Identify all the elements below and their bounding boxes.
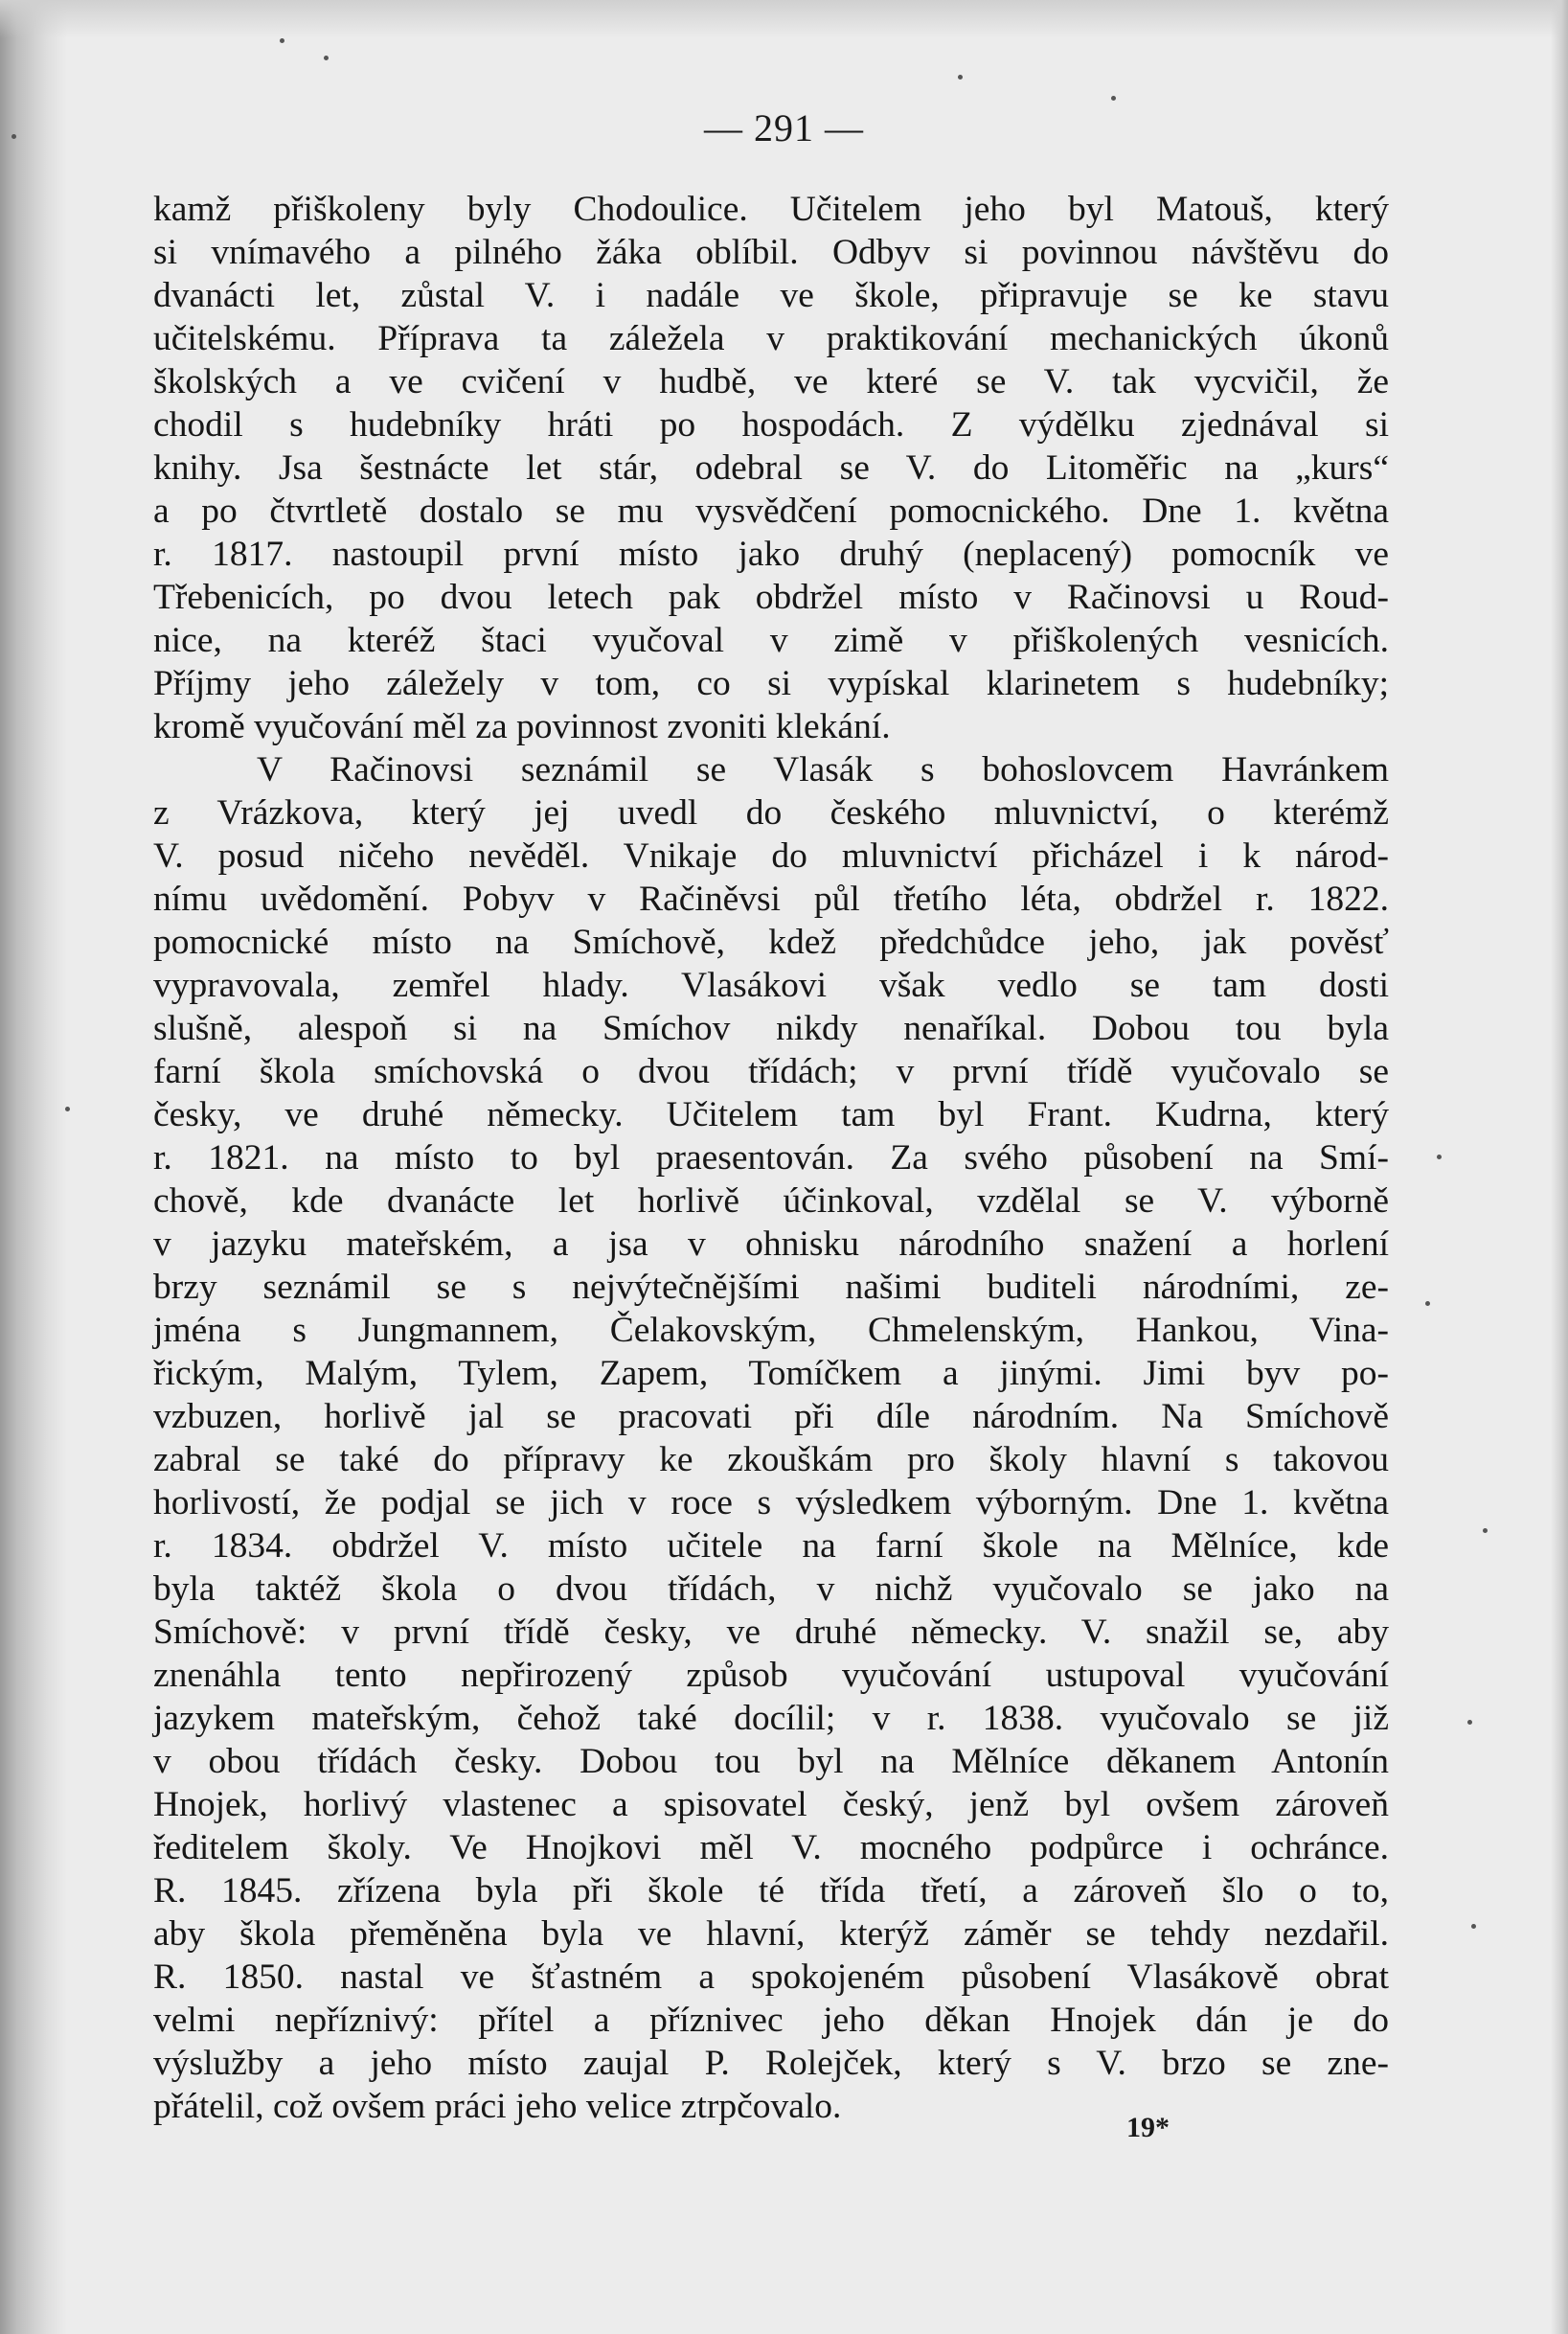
right-edge-shadow xyxy=(1551,0,1568,2334)
text-line: řickým, Malým, Tylem, Zapem, Tomíčkem a jinými. Jimi byv po- xyxy=(153,1354,1389,1393)
text-line: kamž přiškoleny byly Chodoulice. Učitelem jeho byl Matouš, který xyxy=(153,190,1389,229)
text-line: Hnojek, horlivý vlastenec a spisovatel český, jenž byl ovšem zároveň xyxy=(153,1785,1389,1824)
text-line: velmi nepříznivý: přítel a příznivec jeho děkan Hnojek dán je do xyxy=(153,2001,1389,2040)
text-line: aby škola přeměněna byla ve hlavní, kterýž záměr se tehdy nezdařil. xyxy=(153,1914,1389,1954)
print-speck xyxy=(280,38,284,43)
text-line: si vnímavého a pilného žáka oblíbil. Odbyv si povinnou návštěvu do xyxy=(153,233,1389,272)
text-line: R. 1845. zřízena byla při škole té třída třetí, a zároveň šlo o to, xyxy=(153,1871,1389,1911)
text-line: chově, kde dvanácte let horlivě účinkoval, vzdělal se V. výborně xyxy=(153,1181,1389,1221)
page-number: — 291 — xyxy=(704,106,864,149)
print-speck xyxy=(1437,1155,1442,1159)
text-line: pomocnické místo na Smíchově, kdež předchůdce jeho, jak pověsť xyxy=(153,923,1389,962)
print-speck xyxy=(1483,1528,1488,1533)
text-line: vzbuzen, horlivě jal se pracovati při díle národním. Na Smíchově xyxy=(153,1397,1389,1436)
text-line: V. posud ničeho nevěděl. Vnikaje do mluvnictví přicházel i k národ- xyxy=(153,836,1389,876)
text-line: jména s Jungmannem, Čelakovským, Chmelenským, Hankou, Vina- xyxy=(153,1311,1389,1350)
text-line: z Vrázkova, který jej uvedl do českého mluvnictví, o kterémž xyxy=(153,793,1389,833)
print-speck xyxy=(65,1107,70,1111)
text-line: v obou třídách česky. Dobou tou byl na Mělníce děkanem Antonín xyxy=(153,1742,1389,1781)
text-line: výslužby a jeho místo zaujal P. Rolejček, který s V. brzo se zne- xyxy=(153,2044,1389,2083)
text-line: znenáhla tento nepřirozený způsob vyučování ustupoval vyučování xyxy=(153,1656,1389,1695)
text-line: r. 1817. nastoupil první místo jako druhý (neplacený) pomocník ve xyxy=(153,535,1389,574)
text-line: vypravovala, zemřel hlady. Vlasákovi však vedlo se tam dosti xyxy=(153,966,1389,1005)
text-line: byla taktéž škola o dvou třídách, v nichž vyučovalo se jako na xyxy=(153,1569,1389,1609)
text-line: přátelil, což ovšem práci jeho velice ztrpčovalo. xyxy=(153,2087,842,2126)
printer-signature-mark: 19* xyxy=(1126,2112,1170,2143)
print-speck xyxy=(1425,1301,1430,1306)
text-line: dvanácti let, zůstal V. i nadále ve škole, připravuje se ke stavu xyxy=(153,276,1389,315)
text-line: nice, na kteréž štaci vyučoval v zimě v přiškolených vesnicích. xyxy=(153,621,1389,660)
text-line: nímu uvědomění. Pobyv v Račiněvsi půl třetího léta, obdržel r. 1822. xyxy=(153,880,1389,919)
spine-shadow xyxy=(0,0,67,2334)
body-text xyxy=(153,188,1389,2128)
text-line: v jazyku mateřském, a jsa v ohnisku národního snažení a horlení xyxy=(153,1224,1389,1264)
print-speck xyxy=(1471,1924,1476,1929)
text-line: a po čtvrtletě dostalo se mu vysvědčení pomocnického. Dne 1. května xyxy=(153,492,1389,531)
text-line: knihy. Jsa šestnácte let stár, odebral se V. do Litoměřic na „kurs“ xyxy=(153,448,1389,488)
text-line: kromě vyučování měl za povinnost zvoniti klekání. xyxy=(153,707,891,746)
text-line: učitelskému. Příprava ta záležela v praktikování mechanických úkonů xyxy=(153,319,1389,358)
print-speck xyxy=(324,56,329,60)
text-line: ředitelem školy. Ve Hnojkovi měl V. mocného podpůrce i ochránce. xyxy=(153,1828,1389,1867)
print-speck xyxy=(1467,1720,1472,1725)
text-line: farní škola smíchovská o dvou třídách; v první třídě vyučovalo se xyxy=(153,1052,1389,1091)
text-line: r. 1834. obdržel V. místo učitele na farní škole na Mělníce, kde xyxy=(153,1526,1389,1566)
text-line: r. 1821. na místo to byl praesentován. Za svého působení na Smí- xyxy=(153,1138,1389,1178)
text-line: R. 1850. nastal ve šťastném a spokojeném působení Vlasákově obrat xyxy=(153,1957,1389,1997)
text-line: česky, ve druhé německy. Učitelem tam byl Frant. Kudrna, který xyxy=(153,1095,1389,1134)
text-line: brzy seznámil se s nejvýtečnějšími našimi buditeli národními, ze- xyxy=(153,1268,1389,1307)
print-speck xyxy=(1111,96,1116,101)
text-line: slušně, alespoň si na Smíchov nikdy nenaříkal. Dobou tou byla xyxy=(153,1009,1389,1048)
text-line: Třebenicích, po dvou letech pak obdržel místo v Račinovsi u Roud- xyxy=(153,578,1389,617)
text-line: jazykem mateřským, čehož také docílil; v r. 1838. vyučovalo se již xyxy=(153,1699,1389,1738)
top-edge-shadow xyxy=(0,0,1568,38)
text-line: zabral se také do přípravy ke zkouškám pro školy hlavní s takovou xyxy=(153,1440,1389,1479)
print-speck xyxy=(958,75,963,80)
text-line: V Račinovsi seznámil se Vlasák s bohoslovcem Havránkem xyxy=(257,750,1389,789)
text-line: horlivostí, že podjal se jich v roce s výsledkem výborným. Dne 1. května xyxy=(153,1483,1389,1522)
text-line: školských a ve cvičení v hudbě, ve které se V. tak vycvičil, že xyxy=(153,362,1389,401)
text-line: chodil s hudebníky hráti po hospodách. Z výdělku zjednával si xyxy=(153,405,1389,445)
text-line: Smíchově: v první třídě česky, ve druhé německy. V. snažil se, aby xyxy=(153,1613,1389,1652)
text-line: Příjmy jeho záležely v tom, co si vypískal klarinetem s hudebníky; xyxy=(153,664,1389,703)
